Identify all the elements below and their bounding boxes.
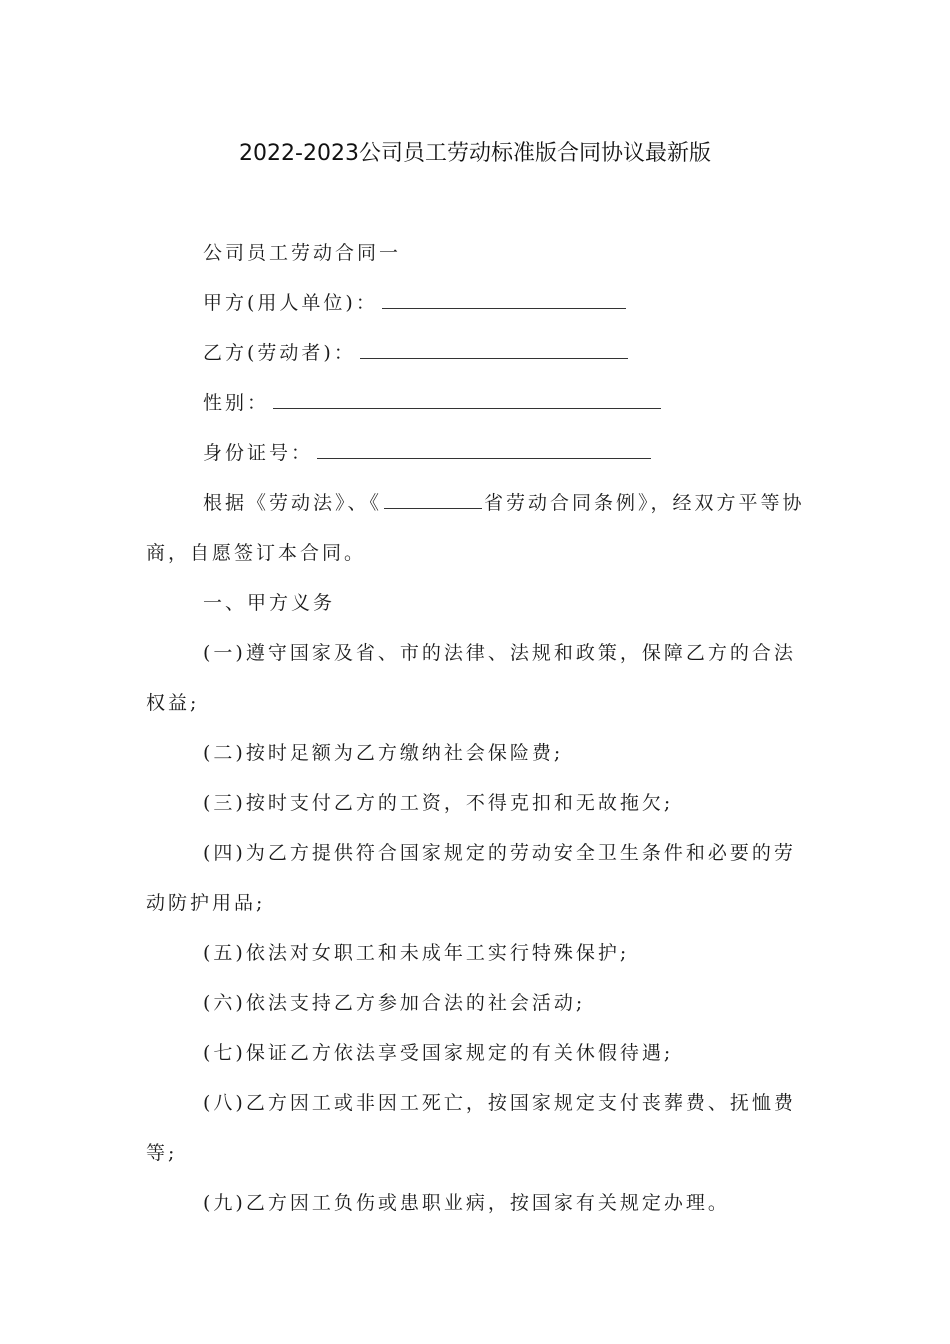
province-blank-line	[384, 492, 482, 509]
document-title: 2022-2023公司员工劳动标准版合同协议最新版	[239, 141, 711, 166]
gender-label: 性别：	[203, 392, 270, 414]
worker-blank-line	[360, 342, 628, 359]
intro-text-end: 省劳动合同条例》，经双方平等协商，自愿签订本合同。	[146, 492, 805, 564]
document-body	[146, 228, 806, 1228]
contract-heading: 公司员工劳动合同一	[203, 242, 402, 264]
section-title: 一、甲方义务	[203, 592, 336, 614]
intro-text-start: 根据《劳动法》、《	[203, 492, 383, 514]
intro-paragraph	[146, 478, 806, 578]
clause: (七)保证乙方依法享受国家规定的有关休假待遇;	[203, 1042, 674, 1064]
employer-label: 甲方(用人单位)：	[203, 292, 378, 314]
id-blank-line	[317, 442, 651, 459]
worker-field	[146, 328, 806, 378]
gender-blank-line	[273, 392, 661, 409]
employer-blank-line	[382, 292, 626, 309]
id-field	[146, 428, 806, 478]
clause: (五)依法对女职工和未成年工实行特殊保护;	[203, 942, 630, 964]
gender-field	[146, 378, 806, 428]
clause: (六)依法支持乙方参加合法的社会活动;	[203, 992, 586, 1014]
clause: (一)遵守国家及省、市的法律、法规和政策，保障乙方的合法权益;	[146, 642, 796, 714]
worker-label: 乙方(劳动者)：	[203, 342, 356, 364]
clause: (八)乙方因工或非因工死亡，按国家规定支付丧葬费、抚恤费等;	[146, 1092, 796, 1164]
clause: (三)按时支付乙方的工资，不得克扣和无故拖欠;	[203, 792, 674, 814]
id-label: 身份证号：	[203, 442, 314, 464]
clause: (二)按时足额为乙方缴纳社会保险费;	[203, 742, 564, 764]
employer-field	[146, 278, 806, 328]
clause: (四)为乙方提供符合国家规定的劳动安全卫生条件和必要的劳动防护用品;	[146, 842, 796, 914]
clause: (九)乙方因工负伤或患职业病，按国家有关规定办理。	[203, 1192, 730, 1214]
